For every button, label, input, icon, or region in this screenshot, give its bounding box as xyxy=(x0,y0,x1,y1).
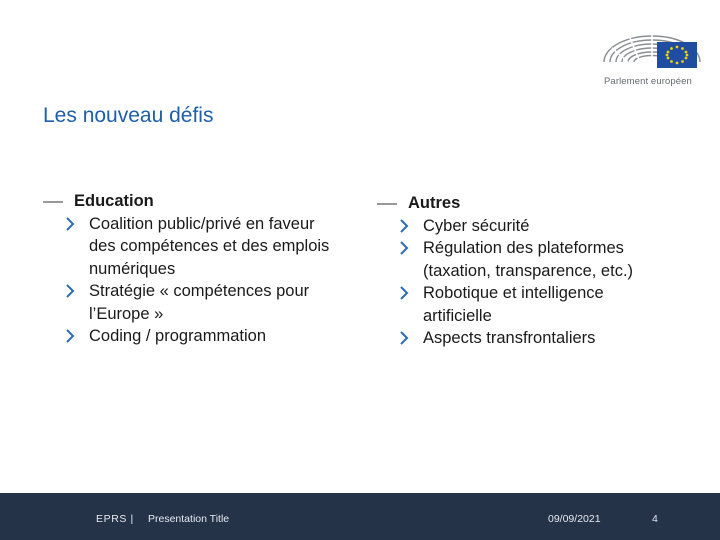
logo-caption: Parlement européen xyxy=(604,76,692,87)
right-column-heading: Autres xyxy=(408,194,461,212)
page-number: 4 xyxy=(652,513,658,525)
chevron-right-icon xyxy=(397,331,411,345)
right-column-heading-row xyxy=(377,192,677,215)
list-item-text: Aspects transfrontaliers xyxy=(423,329,596,347)
footer-bar xyxy=(0,493,720,540)
chevron-right-icon xyxy=(397,241,411,255)
list-item xyxy=(377,327,677,350)
chevron-right-icon xyxy=(63,284,77,298)
left-column-heading: Education xyxy=(74,192,154,210)
list-item xyxy=(43,325,343,348)
dash-icon xyxy=(43,201,63,203)
list-item xyxy=(377,215,677,238)
footer-presentation-title: Presentation Title xyxy=(148,513,230,525)
dash-icon xyxy=(377,203,397,205)
footer-date: 09/09/2021 xyxy=(548,513,601,525)
list-item-text: Stratégie « compétences pour l’Europe » xyxy=(89,282,310,323)
slide-title: Les nouveau défis xyxy=(43,104,214,127)
left-column-heading-row xyxy=(43,190,343,213)
chevron-right-icon xyxy=(397,286,411,300)
chevron-right-icon xyxy=(63,217,77,231)
list-item-text: Régulation des plateformes (taxation, transparence, etc.) xyxy=(423,239,634,280)
right-column xyxy=(377,192,677,350)
footer-org: EPRS | xyxy=(96,513,134,525)
list-item-text: Cyber sécurité xyxy=(423,216,530,235)
chevron-right-icon xyxy=(63,329,77,343)
list-item-text: Coalition public/privé en faveur des compétences et des emplois numériques xyxy=(89,214,330,278)
list-item-text: Coding / programmation xyxy=(89,327,267,345)
left-column xyxy=(43,190,343,348)
list-item xyxy=(43,213,343,281)
list-item xyxy=(43,280,343,325)
chevron-right-icon xyxy=(397,219,411,233)
list-item xyxy=(377,237,677,282)
list-item-text: Robotique et intelligence artificielle xyxy=(423,284,604,325)
list-item xyxy=(377,282,677,327)
